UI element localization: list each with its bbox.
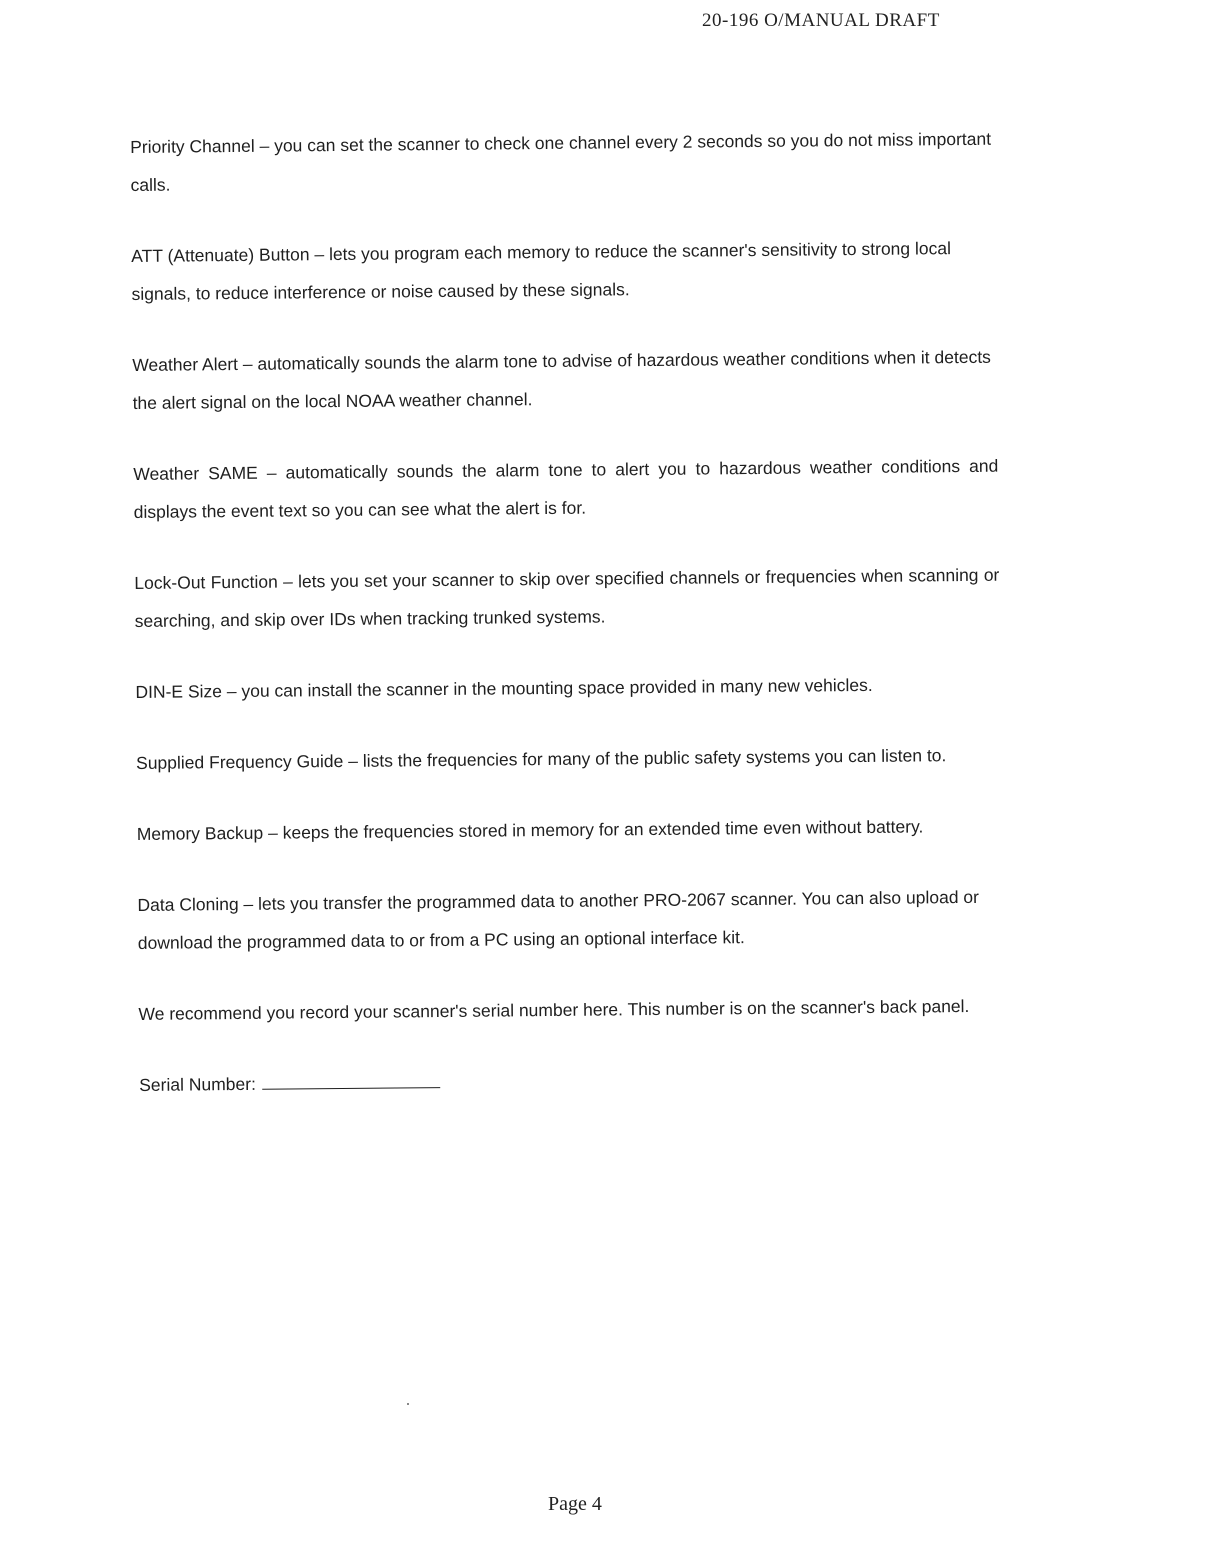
feature-att-button: ATT (Attenuate) Button – lets you program each memory to reduce the scanner's sensitivity to strong local signals, to reduce interference or noise caused by these signals. [131, 238, 952, 304]
serial-recommendation: We recommend you record your scanner's serial number here. This number is on the scanner's back panel. [138, 995, 970, 1024]
serial-number-row [139, 1058, 1004, 1104]
page-body [130, 120, 1004, 1104]
scan-speck [407, 1403, 409, 1405]
page-number: Page 4 [548, 1493, 602, 1515]
feature-weather-alert: Weather Alert – automatically sounds the alarm tone to advise of hazardous weather conditions when it detects the alert signal on the local NOAA weather channel. [132, 346, 991, 413]
feature-memory-backup: Memory Backup – keeps the frequencies stored in memory for an extended time even without battery. [136, 816, 924, 844]
page-header-title: 20-196 O/MANUAL DRAFT [702, 10, 940, 31]
serial-number-blank-line [262, 1069, 440, 1090]
feature-frequency-guide: Supplied Frequency Guide – lists the frequencies for many of the public safety systems you can listen to. [135, 745, 947, 773]
serial-number-label: Serial Number: [139, 1073, 256, 1095]
feature-priority-channel: Priority Channel – you can set the scanner to check one channel every 2 seconds so you do not miss important calls. [130, 128, 992, 195]
feature-data-cloning: Data Cloning – lets you transfer the programmed data to another PRO-2067 scanner. You can also upload or download the programmed data to or from a PC using an optional interface kit. [137, 886, 980, 953]
feature-din-e-size: DIN-E Size – you can install the scanner in the mounting space provided in many new vehicles. [135, 674, 873, 702]
feature-weather-same: Weather SAME – automatically sounds the alarm tone to alert you to hazardous weather conditions and displays the event text so you can see what the alert is for. [133, 455, 999, 522]
feature-lock-out: Lock-Out Function – lets you set your scanner to skip over specified channels or frequencies when scanning or searching, and skip over IDs when tracking trunked systems. [134, 564, 1000, 631]
